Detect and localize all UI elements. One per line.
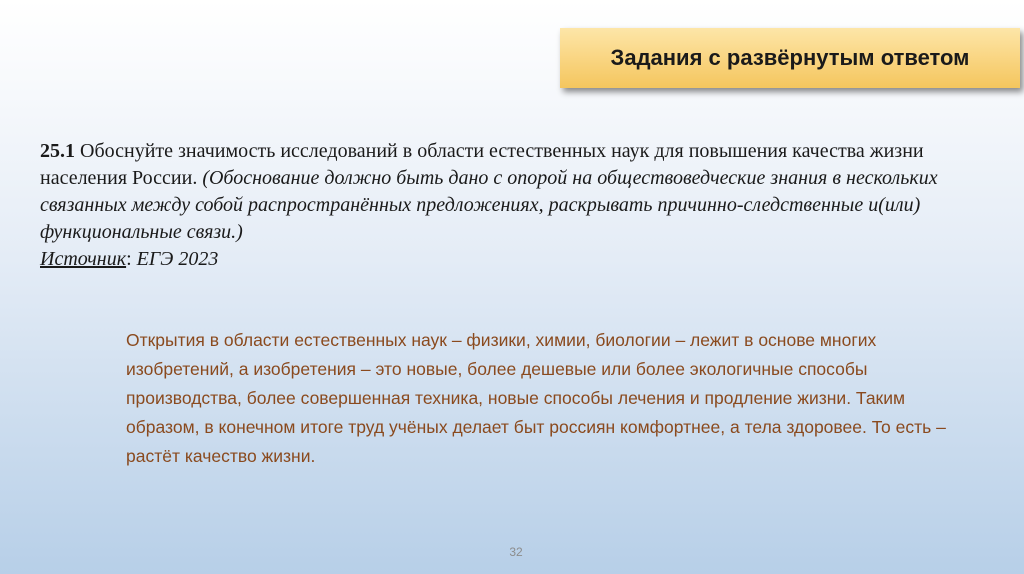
page-number: 32 xyxy=(509,545,523,559)
question-text: Обоснуйте значимость исследований в области естественных наук для повышения качества жизни населения России xyxy=(40,140,924,189)
question-note: (Обоснование должно быть дано с опорой на обществоведческие знания в нескольких связанных между собой распространённых предложениях, раскрывать причинно-следственные и(или) функциональные связи.) xyxy=(40,167,938,243)
answer-text: Открытия в области естественных наук – физики, химии, биологии – лежит в основе многих изобретений, а изобретения – это новые, более дешевые или более экологичные способы производства, более совершенная техника, новые способы лечения и продление жизни. Таким образом, в конечном итоге труд учёных делает быт россиян комфортнее, а тела здоровее. То есть – растёт качество жизни. xyxy=(126,330,946,466)
question-punct: . xyxy=(192,167,203,189)
question-number: 25.1 xyxy=(40,140,75,162)
source-label: Источник xyxy=(40,248,127,270)
source-separator: : xyxy=(126,248,137,270)
source-line xyxy=(40,246,1000,273)
title-box xyxy=(560,28,1020,88)
question-block xyxy=(40,138,1000,273)
source-value: ЕГЭ 2023 xyxy=(136,248,219,270)
slide-title: Задания с развёрнутым ответом xyxy=(610,45,970,70)
